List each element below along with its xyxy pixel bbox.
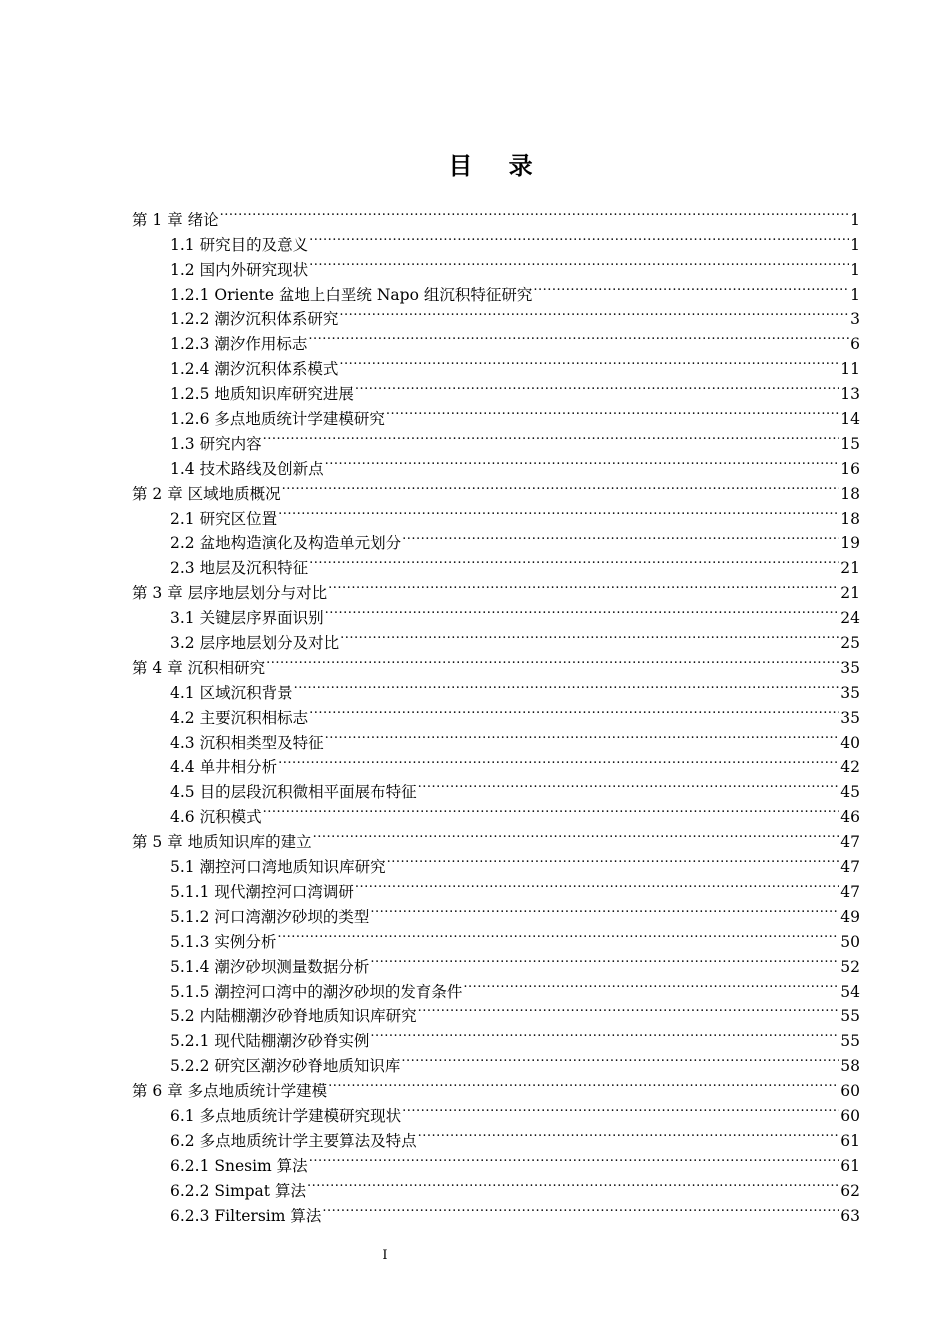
toc-entry-label: 4.3 沉积相类型及特征 [170, 733, 324, 752]
footer-page-number: I [382, 1248, 388, 1263]
toc-entry-label: 3.1 关键层序界面识别 [170, 609, 324, 628]
toc-entry-page: 52 [840, 957, 860, 976]
toc-entry-label: 2.2 盆地构造演化及构造单元划分 [170, 534, 402, 553]
toc-entry-label: 3.2 层序地层划分及对比 [170, 634, 340, 653]
toc-entry-page: 45 [840, 783, 860, 802]
toc-dot-leader [325, 723, 840, 748]
toc-entry-page: 35 [840, 683, 860, 702]
toc-entry-label: 4.1 区域沉积背景 [170, 683, 293, 702]
toc-dot-leader [387, 847, 840, 872]
toc-entry-label: 1.4 技术路线及创新点 [170, 459, 324, 478]
toc-dot-leader [463, 972, 839, 997]
toc-dot-leader [402, 524, 839, 549]
toc-entry-label: 5.2.1 现代陆棚潮汐砂脊实例 [170, 1032, 370, 1051]
toc-entry-label: 2.3 地层及沉积特征 [170, 559, 309, 578]
toc-entry-label: 4.2 主要沉积相标志 [170, 708, 309, 727]
toc-dot-leader [309, 250, 849, 275]
toc-entry-page: 13 [840, 385, 860, 404]
toc-dot-leader [355, 374, 839, 399]
toc-dot-leader [278, 748, 839, 773]
toc-entry-page: 42 [840, 758, 860, 777]
toc-entry-label: 6.2.1 Snesim 算法 [170, 1156, 308, 1175]
toc-entry-page: 54 [840, 982, 860, 1001]
toc-entry-page: 1 [850, 210, 860, 229]
toc-dot-leader [325, 449, 840, 474]
toc-dot-leader [309, 225, 849, 250]
toc-entry-page: 55 [840, 1032, 860, 1051]
toc-entry-page: 47 [840, 858, 860, 877]
toc-entry-page: 58 [840, 1057, 860, 1076]
toc-entry-label: 4.6 沉积模式 [170, 808, 262, 827]
toc-entry-page: 60 [840, 1106, 860, 1125]
toc-section-entry[interactable] [132, 225, 860, 254]
toc-entry-label: 5.1.1 现代潮控河口湾调研 [170, 882, 354, 901]
toc-dot-leader [309, 698, 839, 723]
toc-entry-label: 5.1.4 潮汐砂坝测量数据分析 [170, 957, 370, 976]
toc-entry-label: 1.2.6 多点地质统计学建模研究 [170, 410, 385, 429]
toc-dot-leader [370, 947, 839, 972]
toc-dot-leader [339, 349, 839, 374]
toc-entry-label: 6.1 多点地质统计学建模研究现状 [170, 1106, 402, 1125]
toc-entry-label: 第 6 章 多点地质统计学建模 [132, 1082, 328, 1101]
toc-entry-page: 60 [840, 1082, 860, 1101]
toc-entry-page: 61 [840, 1131, 860, 1150]
toc-entry-label: 6.2.2 Simpat 算法 [170, 1181, 306, 1200]
toc-dot-leader [322, 1196, 839, 1221]
toc-entry-page: 46 [840, 808, 860, 827]
toc-entry-label: 5.1 潮控河口湾地质知识库研究 [170, 858, 386, 877]
toc-entry-page: 1 [850, 260, 860, 279]
toc-entry-page: 19 [840, 534, 860, 553]
toc-dot-leader [328, 573, 839, 598]
toc-dot-leader [355, 872, 839, 897]
toc-dot-leader [308, 324, 849, 349]
toc-dot-leader [533, 275, 849, 300]
toc-dot-leader [339, 300, 849, 325]
toc-entry-label: 1.2.2 潮汐沉积体系研究 [170, 310, 339, 329]
toc-dot-leader [277, 922, 839, 947]
page-title: 目 录 [448, 152, 547, 180]
toc-entry-page: 35 [840, 708, 860, 727]
toc-entry-page: 3 [850, 310, 860, 329]
toc-dot-leader [370, 897, 839, 922]
toc-entry-label: 1.3 研究内容 [170, 434, 262, 453]
toc-entry-page: 47 [840, 833, 860, 852]
toc-entry-page: 16 [840, 459, 860, 478]
toc-entry-page: 61 [840, 1156, 860, 1175]
toc-entry-page: 18 [840, 484, 860, 503]
toc-dot-leader [370, 1021, 839, 1046]
toc-entry-label: 6.2.3 Filtersim 算法 [170, 1206, 322, 1225]
toc-entry-page: 35 [840, 658, 860, 677]
toc-entry-label: 1.2.4 潮汐沉积体系模式 [170, 360, 339, 379]
toc-entry-label: 第 3 章 层序地层划分与对比 [132, 584, 328, 603]
toc-entry-page: 1 [850, 235, 860, 254]
toc-entry-page: 21 [840, 559, 860, 578]
toc-dot-leader [294, 673, 840, 698]
toc-dot-leader [266, 648, 839, 673]
toc-dot-leader [340, 623, 839, 648]
toc-entry-page: 62 [840, 1181, 860, 1200]
toc-entry-page: 15 [840, 434, 860, 453]
toc-entry-label: 1.1 研究目的及意义 [170, 235, 309, 254]
toc-entry-label: 5.2 内陆棚潮汐砂脊地质知识库研究 [170, 1007, 417, 1026]
toc-entry-page: 11 [840, 360, 860, 379]
toc-entry-label: 1.2 国内外研究现状 [170, 260, 309, 279]
toc-entry-page: 6 [850, 335, 860, 354]
toc-entry-page: 47 [840, 882, 860, 901]
toc-dot-leader [309, 1146, 840, 1171]
toc-entry-page: 24 [840, 609, 860, 628]
toc-entry-label: 1.2.5 地质知识库研究进展 [170, 385, 354, 404]
toc-entry-page: 63 [840, 1206, 860, 1225]
toc-dot-leader [282, 474, 840, 499]
toc-entry-page: 49 [840, 907, 860, 926]
toc-entry-label: 4.4 单井相分析 [170, 758, 278, 777]
toc-entry-label: 第 4 章 沉积相研究 [132, 658, 266, 677]
toc-entry-label: 5.1.5 潮控河口湾中的潮汐砂坝的发育条件 [170, 982, 463, 1001]
toc-chapter-entry[interactable] [132, 200, 860, 229]
toc-entry-label: 2.1 研究区位置 [170, 509, 278, 528]
toc-dot-leader [220, 200, 849, 225]
toc-dot-leader [307, 1171, 839, 1196]
toc-entry-page: 50 [840, 932, 860, 951]
toc-dot-leader [386, 399, 839, 424]
toc-dot-leader [418, 997, 840, 1022]
toc-entry-page: 18 [840, 509, 860, 528]
toc-entry-page: 21 [840, 584, 860, 603]
toc-dot-leader [402, 1096, 839, 1121]
toc-entry-label: 第 2 章 区域地质概况 [132, 484, 281, 503]
toc-dot-leader [418, 1121, 840, 1146]
toc-entry-page: 55 [840, 1007, 860, 1026]
toc-dot-leader [309, 548, 839, 573]
toc-entry-label: 5.1.2 河口湾潮汐砂坝的类型 [170, 907, 370, 926]
toc-entry-page: 40 [840, 733, 860, 752]
toc-dot-leader [328, 1071, 839, 1096]
toc-entry-label: 6.2 多点地质统计学主要算法及特点 [170, 1131, 417, 1150]
toc-entry-label: 5.2.2 研究区潮汐砂脊地质知识库 [170, 1057, 401, 1076]
toc-dot-leader [263, 424, 840, 449]
toc-entry-label: 第 1 章 绪论 [132, 210, 219, 229]
toc-dot-leader [263, 797, 840, 822]
toc-entry-label: 1.2.3 潮汐作用标志 [170, 335, 308, 354]
toc-dot-leader [418, 772, 840, 797]
toc-entry-label: 4.5 目的层段沉积微相平面展布特征 [170, 783, 417, 802]
toc-entry-page: 1 [850, 285, 860, 304]
toc-dot-leader [278, 499, 839, 524]
toc-entry-label: 第 5 章 地质知识库的建立 [132, 833, 312, 852]
table-of-contents [132, 200, 860, 1225]
toc-entry-label: 5.1.3 实例分析 [170, 932, 277, 951]
toc-entry-page: 25 [840, 634, 860, 653]
toc-entry-page: 14 [840, 410, 860, 429]
toc-dot-leader [313, 822, 840, 847]
toc-dot-leader [401, 1046, 839, 1071]
toc-entry-label: 1.2.1 Oriente 盆地上白垩统 Napo 组沉积特征研究 [170, 285, 533, 304]
toc-dot-leader [325, 598, 840, 623]
